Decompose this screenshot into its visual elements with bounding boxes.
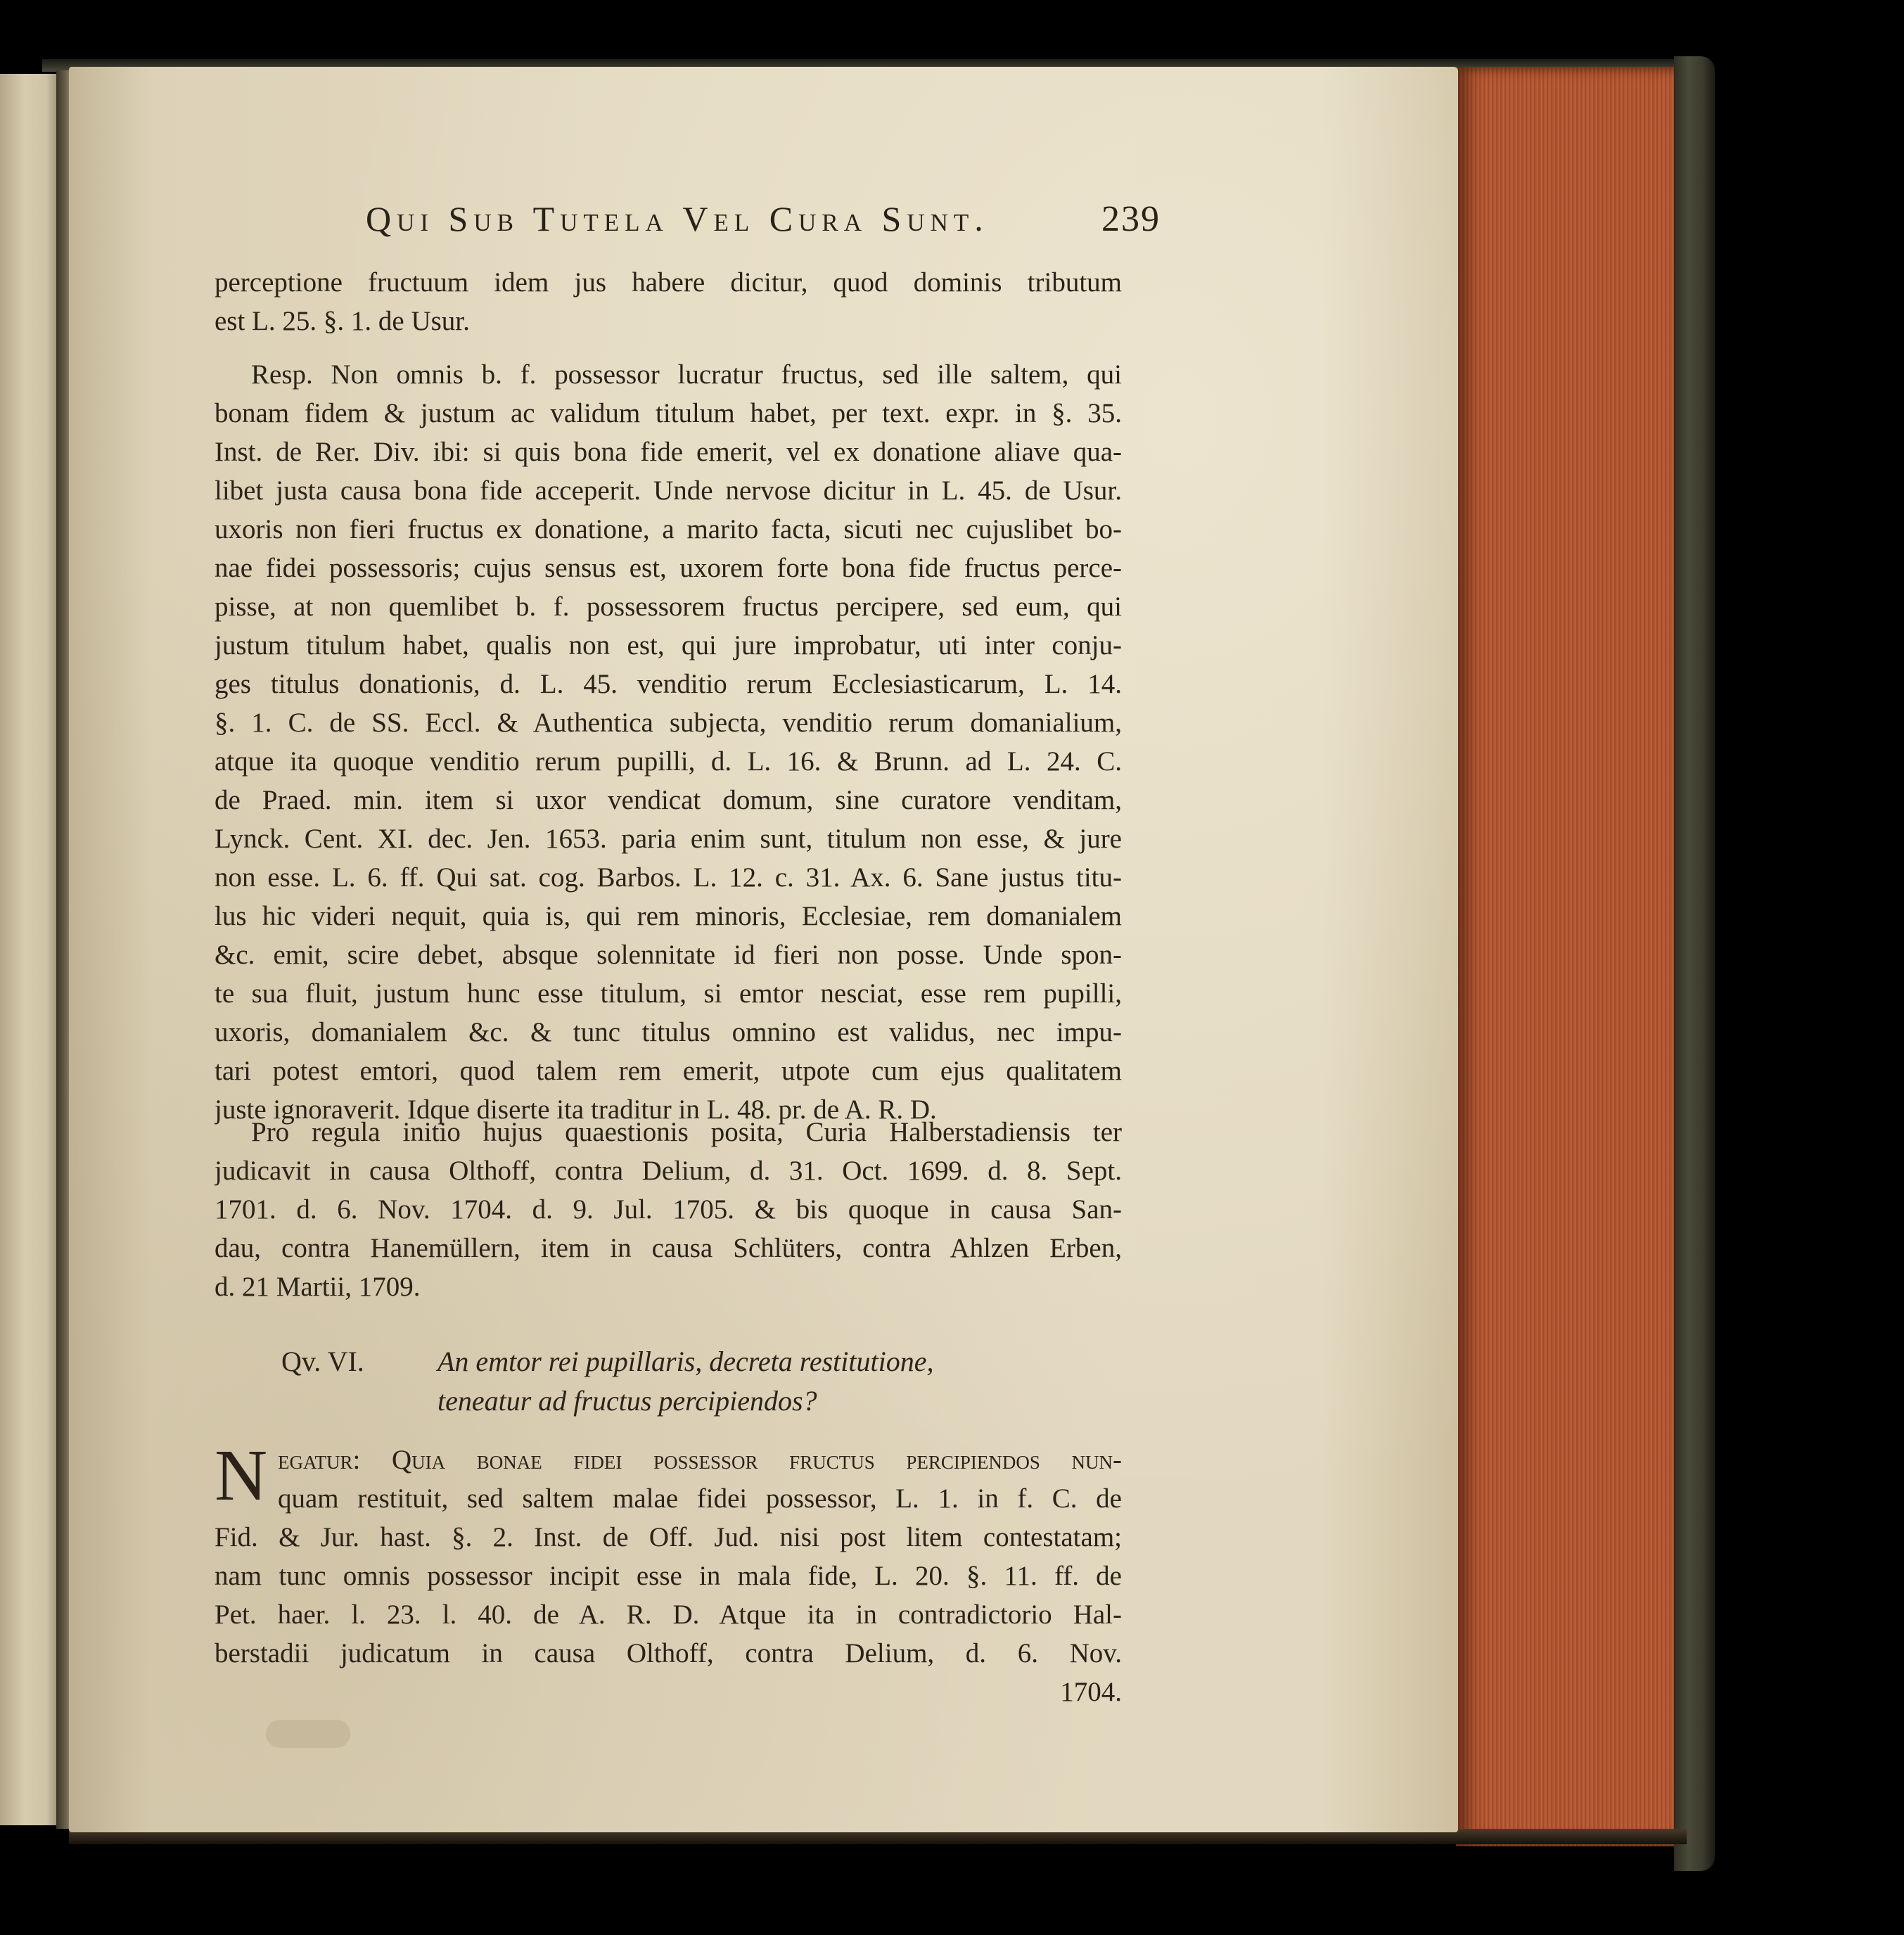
text-line: berstadii judicatum in causa Olthoff, contra Delium, d. 6. Nov. <box>215 1638 1122 1668</box>
paragraph-3 <box>215 1113 1122 1306</box>
text-line: judicavit in causa Olthoff, contra Delium, d. 31. Oct. 1699. d. 8. Sept. <box>215 1156 1122 1186</box>
question-label: Qv. VI. <box>281 1346 364 1377</box>
text-line: Pet. haer. l. 23. l. 40. de A. R. D. Atque ita in contradictorio Hal- <box>215 1599 1122 1630</box>
text-line: uxoris non fieri fructus ex donatione, a marito facta, sicuti nec cujuslibet bo- <box>215 514 1122 544</box>
page-block-fore-edge <box>1456 67 1688 1846</box>
text-line: Inst. de Rer. Div. ibi: si quis bona fide emerit, vel ex donatione aliave qua- <box>215 437 1122 467</box>
text-line: non esse. L. 6. ff. Qui sat. cog. Barbos. L. 12. c. 31. Ax. 6. Sane justus titu- <box>215 862 1122 893</box>
catchword: 1704. <box>1060 1677 1122 1707</box>
text-line: juste ignoraverit. Idque diserte ita traditur in L. 48. pr. de A. R. D. <box>215 1094 937 1125</box>
text-line: dau, contra Hanemüllern, item in causa Schlüters, contra Ahlzen Erben, <box>215 1233 1122 1263</box>
paragraph-1 <box>215 263 1122 340</box>
page-number: 239 <box>1101 199 1161 239</box>
text-line: d. 21 Martii, 1709. <box>215 1272 421 1302</box>
text-line: §. 1. C. de SS. Eccl. & Authentica subjecta, venditio rerum domanialium, <box>215 708 1122 738</box>
left-page-edge <box>0 74 62 1825</box>
running-title: Qui Sub Tutela Vel Cura Sunt. <box>366 199 989 238</box>
text-line: tari potest emtori, quod talem rem emerit, utpote cum ejus qualitatem <box>215 1056 1122 1086</box>
text-line: de Praed. min. item si uxor vendicat domum, sine curatore venditam, <box>215 785 1122 815</box>
answer-lines-first <box>278 1441 1122 1518</box>
question-line: teneatur ad fructus percipiendos? <box>437 1385 817 1417</box>
book-binding <box>1674 56 1715 1871</box>
text-line: nae fidei possessoris; cujus sensus est, uxorem forte bona fide fructus perce- <box>215 553 1122 583</box>
page-smudge <box>266 1720 350 1748</box>
text-line: justum titulum habet, qualis non est, qui jure improbatur, uti inter conju- <box>215 630 1122 660</box>
text-line: &c. emit, scire debet, absque solennitate id fieri non posse. Unde spon- <box>215 940 1122 970</box>
text-line: uxoris, domanialem &c. & tunc titulus omnino est validus, nec impu- <box>215 1017 1122 1047</box>
text-line: ges titulus donationis, d. L. 45. venditio rerum Ecclesiasticarum, L. 14. <box>215 669 1122 699</box>
text-line: atque ita quoque venditio rerum pupilli, d. L. 16. & Brunn. ad L. 24. C. <box>215 746 1122 777</box>
paragraph-2 <box>215 355 1122 1129</box>
text-line: bonam fidem & justum ac validum titulum habet, per text. expr. in §. 35. <box>215 398 1122 428</box>
text-line: pisse, at non quemlibet b. f. possessorem fructus percipere, sed eum, qui <box>215 592 1122 622</box>
text-line: Resp. Non omnis b. f. possessor lucratur fructus, sed ille saltem, qui <box>251 359 1122 390</box>
page-header <box>366 198 1161 248</box>
question-text <box>437 1342 1056 1421</box>
text-line: lus hic videri nequit, quia is, qui rem minoris, Ecclesiae, rem domanialem <box>215 901 1122 931</box>
text-line: Lynck. Cent. XI. dec. Jen. 1653. paria enim sunt, titulum non esse, & jure <box>215 824 1122 854</box>
text-line: nam tunc omnis possessor incipit esse in mala fide, L. 20. §. 11. ff. de <box>215 1561 1122 1591</box>
question-line: An emtor rei pupillaris, decreta restitutione, <box>437 1346 934 1377</box>
text-line: 1701. d. 6. Nov. 1704. d. 9. Jul. 1705. & bis quoque in causa San- <box>215 1194 1122 1225</box>
drop-cap: N <box>215 1435 268 1516</box>
text-line: perceptione fructuum idem jus habere dicitur, quod dominis tributum <box>215 267 1122 298</box>
answer-lines-rest <box>215 1518 1122 1711</box>
text-line: Fid. & Jur. hast. §. 2. Inst. de Off. Jud. nisi post litem contestatam; <box>215 1522 1122 1552</box>
text-line: Pro regula initio hujus quaestionis posita, Curia Halberstadiensis ter <box>251 1117 1122 1147</box>
text-line: libet justa causa bona fide acceperit. Unde nervose dicitur in L. 45. de Usur. <box>215 475 1122 506</box>
text-line: te sua fluit, justum hunc esse titulum, si emtor nesciat, esse rem pupilli, <box>215 978 1122 1009</box>
text-line: est L. 25. §. 1. de Usur. <box>215 306 470 336</box>
text-line: quam restituit, sed saltem malae fidei possessor, L. 1. in f. C. de <box>278 1483 1122 1514</box>
text-line: egatur: Quia bonae fidei possessor fructus percipiendos nun- <box>278 1445 1122 1475</box>
